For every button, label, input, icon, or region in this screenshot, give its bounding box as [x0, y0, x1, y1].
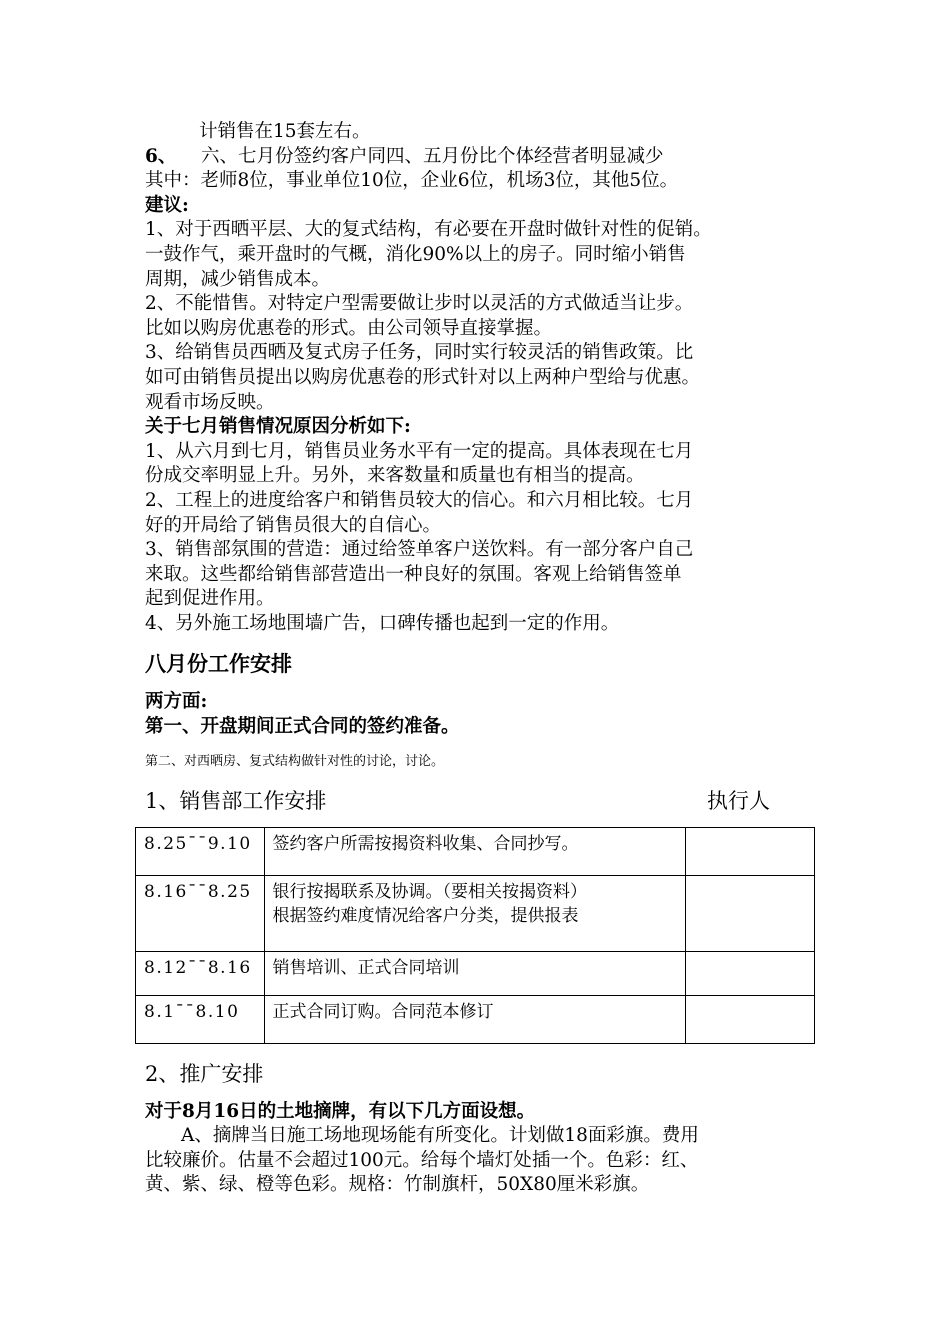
- text-line: 好的开局给了销售员很大的自信心。: [145, 514, 442, 536]
- date-cell: 8.16¯¯8.25: [136, 875, 265, 951]
- analysis-title: 关于七月销售情况原因分析如下:: [145, 416, 411, 438]
- text-line: 1、对于西晒平层、大的复式结构，有必要在开盘时做针对性的促销。: [145, 219, 712, 241]
- text-line: 份成交率明显上升。另外，来客数量和质量也有相当的提高。: [145, 465, 645, 487]
- text-line: 黄、紫、绿、橙等色彩。规格：竹制旗杆，50X80厘米彩旗。: [145, 1174, 650, 1196]
- table-row: [136, 875, 815, 951]
- executor-label: 执行人: [707, 788, 770, 813]
- suggest-title: 建议:: [145, 194, 189, 216]
- sales-section-title: [145, 787, 770, 815]
- text-line: 观看市场反映。: [145, 391, 275, 413]
- text-line: 1、从六月到七月，销售员业务水平有一定的提高。具体表现在七月: [145, 440, 694, 462]
- text-line: 4、另外施工场地围墙广告，口碑传播也起到一定的作用。: [145, 612, 620, 634]
- august-title: 八月份工作安排: [145, 651, 292, 677]
- text-line: 其中：老师8位，事业单位10位，企业6位，机场3位，其他5位。: [145, 170, 679, 192]
- promo-subtitle: 对于8月16日的土地摘牌，有以下几方面设想。: [145, 1100, 536, 1122]
- task-cell: 销售培训、正式合同培训: [264, 951, 686, 995]
- item-text: 六、七月份签约客户同四、五月份比个体经营者明显减少: [201, 145, 664, 167]
- date-cell: 8.1¯¯8.10: [136, 995, 265, 1043]
- table-row: [136, 995, 815, 1043]
- task-cell: 签约客户所需按揭资料收集、合同抄写。: [264, 827, 686, 875]
- two-aspects: 两方面:: [145, 691, 208, 713]
- text-line: 3、给销售员西晒及复式房子任务，同时实行较灵活的销售政策。比: [145, 342, 694, 364]
- promo-section-title: [145, 1060, 770, 1088]
- document-page: [145, 120, 825, 1198]
- executor-cell: [686, 827, 815, 875]
- text-line: 起到促进作用。: [145, 588, 275, 610]
- sales-title: 1、销售部工作安排: [145, 788, 327, 813]
- table-row: [136, 951, 815, 995]
- date-cell: 8.12¯¯8.16: [136, 951, 265, 995]
- item-6: [145, 145, 825, 170]
- text-line: 一鼓作气，乘开盘时的气概，消化90%以上的房子。同时缩小销售: [145, 243, 686, 265]
- text-line: 如可由销售员提出以购房优惠卷的形式针对以上两种户型给与优惠。: [145, 366, 701, 388]
- text-line: 比如以购房优惠卷的形式。由公司领导直接掌握。: [145, 317, 553, 339]
- promo-title: 2、推广安排: [145, 1061, 264, 1086]
- text-line: 比较廉价。估量不会超过100元。给每个墙灯处插一个。色彩：红、: [145, 1149, 699, 1171]
- task-cell: 银行按揭联系及协调。（要相关按揭资料） 根据签约难度情况给客户分类，提供报表: [264, 875, 686, 951]
- text-line: 周期，减少销售成本。: [145, 268, 331, 290]
- task-cell: 正式合同订购。合同范本修订: [264, 995, 686, 1043]
- text-line: A、摘牌当日施工场地现场能有所变化。计划做18面彩旗。费用: [181, 1125, 699, 1147]
- first-aspect: 第一、开盘期间正式合同的签约准备。: [145, 716, 460, 738]
- text-line: 来取。这些都给销售部营造出一种良好的氛围。客观上给销售签单: [145, 563, 682, 585]
- item-number: 6、: [145, 145, 177, 167]
- text-line: 2、工程上的进度给客户和销售员较大的信心。和六月相比较。七月: [145, 489, 694, 511]
- table-row: [136, 827, 815, 875]
- executor-cell: [686, 875, 815, 951]
- date-cell: 8.25¯¯9.10: [136, 827, 265, 875]
- sales-plan-table: [135, 827, 815, 1044]
- text-line: 计销售在15套左右。: [199, 121, 371, 142]
- text-line: 2、不能惜售。对特定户型需要做让步时以灵活的方式做适当让步。: [145, 293, 694, 315]
- text-line: 3、销售部氛围的营造：通过给签单客户送饮料。有一部分客户自己: [145, 539, 694, 561]
- executor-cell: [686, 995, 815, 1043]
- executor-cell: [686, 951, 815, 995]
- second-aspect: 第二、对西晒房、复式结构做针对性的讨论，讨论。: [145, 753, 445, 769]
